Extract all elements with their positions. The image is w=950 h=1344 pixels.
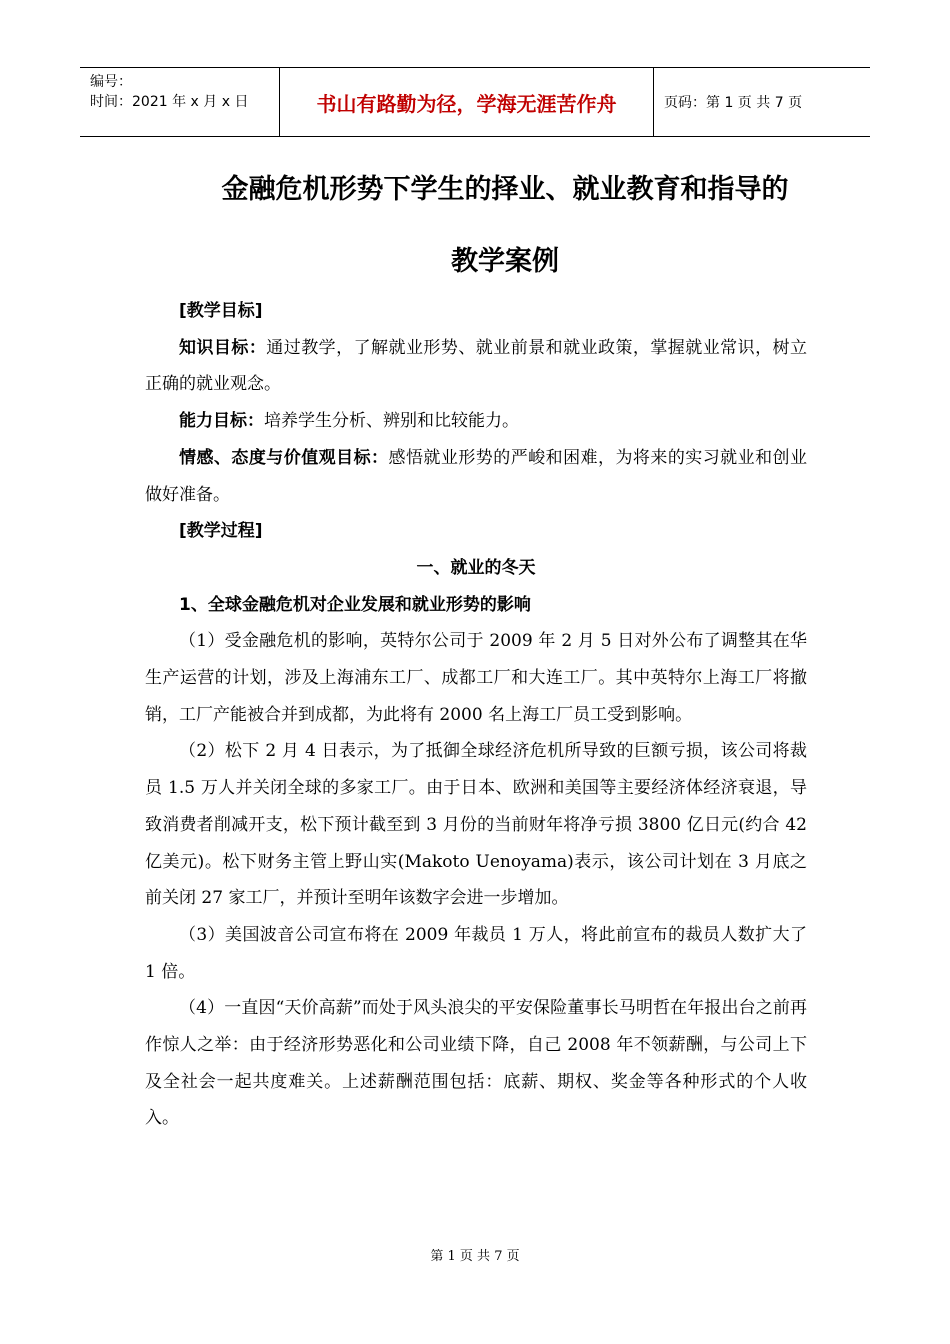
header-meta-cell [80,68,280,136]
header-table [80,67,870,137]
document-number-label: 编号： [90,74,132,90]
document-title-line-1: 金融危机形势下学生的择业、就业教育和指导的 [221,174,789,205]
document-date: 时间：2021 年 x 月 x 日 [90,94,249,110]
header-page-info: 页码：第 1 页 共 7 页 [664,95,803,111]
knowledge-goal-text: 通过教学，了解就业形势、就业前景和就业政策，掌握就业常识，树立正确的就业观念。 [145,337,808,395]
knowledge-goal-label: 知识目标： [179,337,267,358]
process-heading: [教学过程] [179,521,263,542]
paragraph-3: （3）美国波音公司宣布将在 2009 年裁员 1 万人，将此前宣布的裁员人数扩大了 1 倍。 [145,924,807,982]
subsection-heading-1: 1、全球金融危机对企业发展和就业形势的影响 [179,594,531,615]
document-title-line-2: 教学案例 [451,246,559,277]
paragraph-1: （1）受金融危机的影响，英特尔公司于 2009 年 2 月 5 日对外公布了调整其在华生产运营的计划，涉及上海浦东工厂、成都工厂和大连工厂。其中英特尔上海工厂将撤销，工厂产能被合并到成都，为此将有 2000 名上海工厂员工受到影响。 [145,631,807,725]
emotion-goal [145,440,807,513]
section-heading-1: 一、就业的冬天 [416,557,536,578]
document-body [145,293,807,1137]
header-motto: 书山有路勤为径，学海无涯苦作舟 [280,68,654,136]
goal-heading: [教学目标] [179,301,263,321]
knowledge-goal [145,330,807,403]
paragraph-2: （2）松下 2 月 4 日表示，为了抵御全球经济危机所导致的巨额亏损，该公司将裁员 1.5 万人并关闭全球的多家工厂。由于日本、欧洲和美国等主要经济体经济衰退，导致消费者削减开支，松下预计截至到 3 月份的当前财年将净亏损 3800 亿日元(约合 42 亿美元)。松下财务主管上野山实(Makoto Uenoyama)表示，该公司计划在 3 月底之前关闭 27 家工厂，并预计至明年该数字会进一步增加。 [145,741,807,909]
ability-goal-text: 培养学生分析、辨别和比较能力。 [264,411,519,432]
page-footer: 第 1 页 共 7 页 [430,1249,520,1264]
emotion-goal-label: 情感、态度与价值观目标： [179,447,389,468]
ability-goal-label: 能力目标： [179,411,264,432]
ability-goal [145,403,807,440]
paragraph-4: （4）一直因“天价高薪”而处于风头浪尖的平安保险董事长马明哲在年报出台之前再作惊人之举：由于经济形势恶化和公司业绩下降，自己 2008 年不领薪酬，与公司上下及全社会一起共度难关。上述薪酬范围包括：底薪、期权、奖金等各种形式的个人收入。 [145,998,807,1129]
emotion-goal-text: 感悟就业形势的严峻和困难，为将来的实习就业和创业做好准备。 [145,447,808,505]
